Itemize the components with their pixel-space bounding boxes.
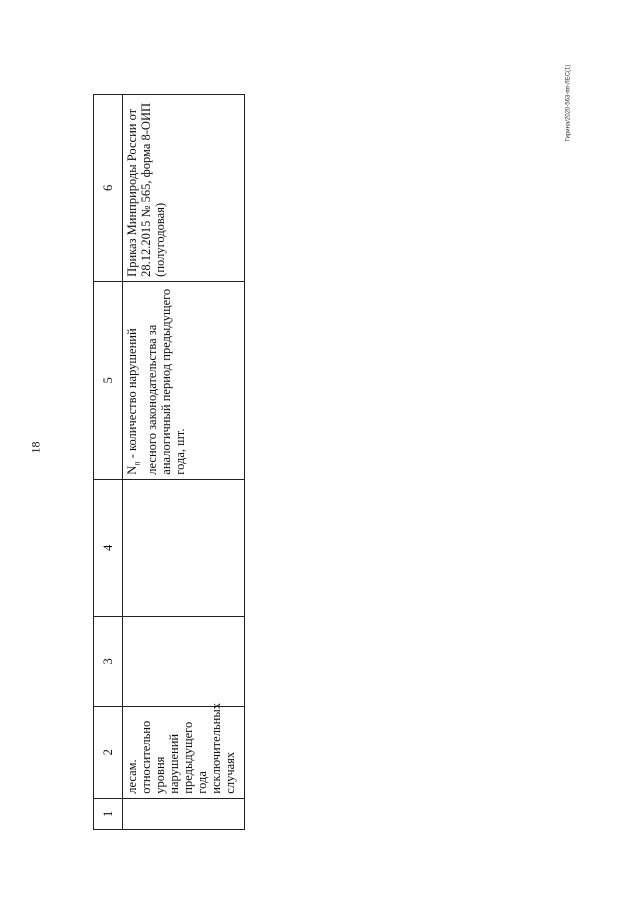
cell-col-5 xyxy=(123,281,245,479)
header-col-6: 6 xyxy=(94,95,123,282)
cell-col-1 xyxy=(123,798,245,829)
indicator-table-wrapper xyxy=(93,94,245,830)
header-col-5: 5 xyxy=(94,281,123,479)
table-header-row xyxy=(94,95,123,830)
formula-subscript: п xyxy=(132,461,142,466)
cell-col-4 xyxy=(123,479,245,616)
document-stamp: Гирина/2020-563-пп-ЛЕС(1) xyxy=(565,64,572,142)
cell-col-2: лесам. относительно уровня нарушений предыдущего года исключительных случаях xyxy=(123,706,245,798)
header-col-3: 3 xyxy=(94,616,123,706)
cell-col-6: Приказ Минприроды России от 28.12.2015 № 565, форма 8-ОИП (полугодовая) xyxy=(123,95,245,282)
header-col-4: 4 xyxy=(94,479,123,616)
cell-col-3 xyxy=(123,616,245,706)
formula-symbol: N xyxy=(125,465,139,475)
table-row xyxy=(123,95,245,830)
header-col-1: 1 xyxy=(94,798,123,829)
header-col-2: 2 xyxy=(94,706,123,798)
formula-description: - количество нарушений лесного законодательства за аналогичный период предыдущего года, шт. xyxy=(125,288,187,475)
indicator-table xyxy=(93,94,245,830)
page-number: 18 xyxy=(28,441,43,454)
